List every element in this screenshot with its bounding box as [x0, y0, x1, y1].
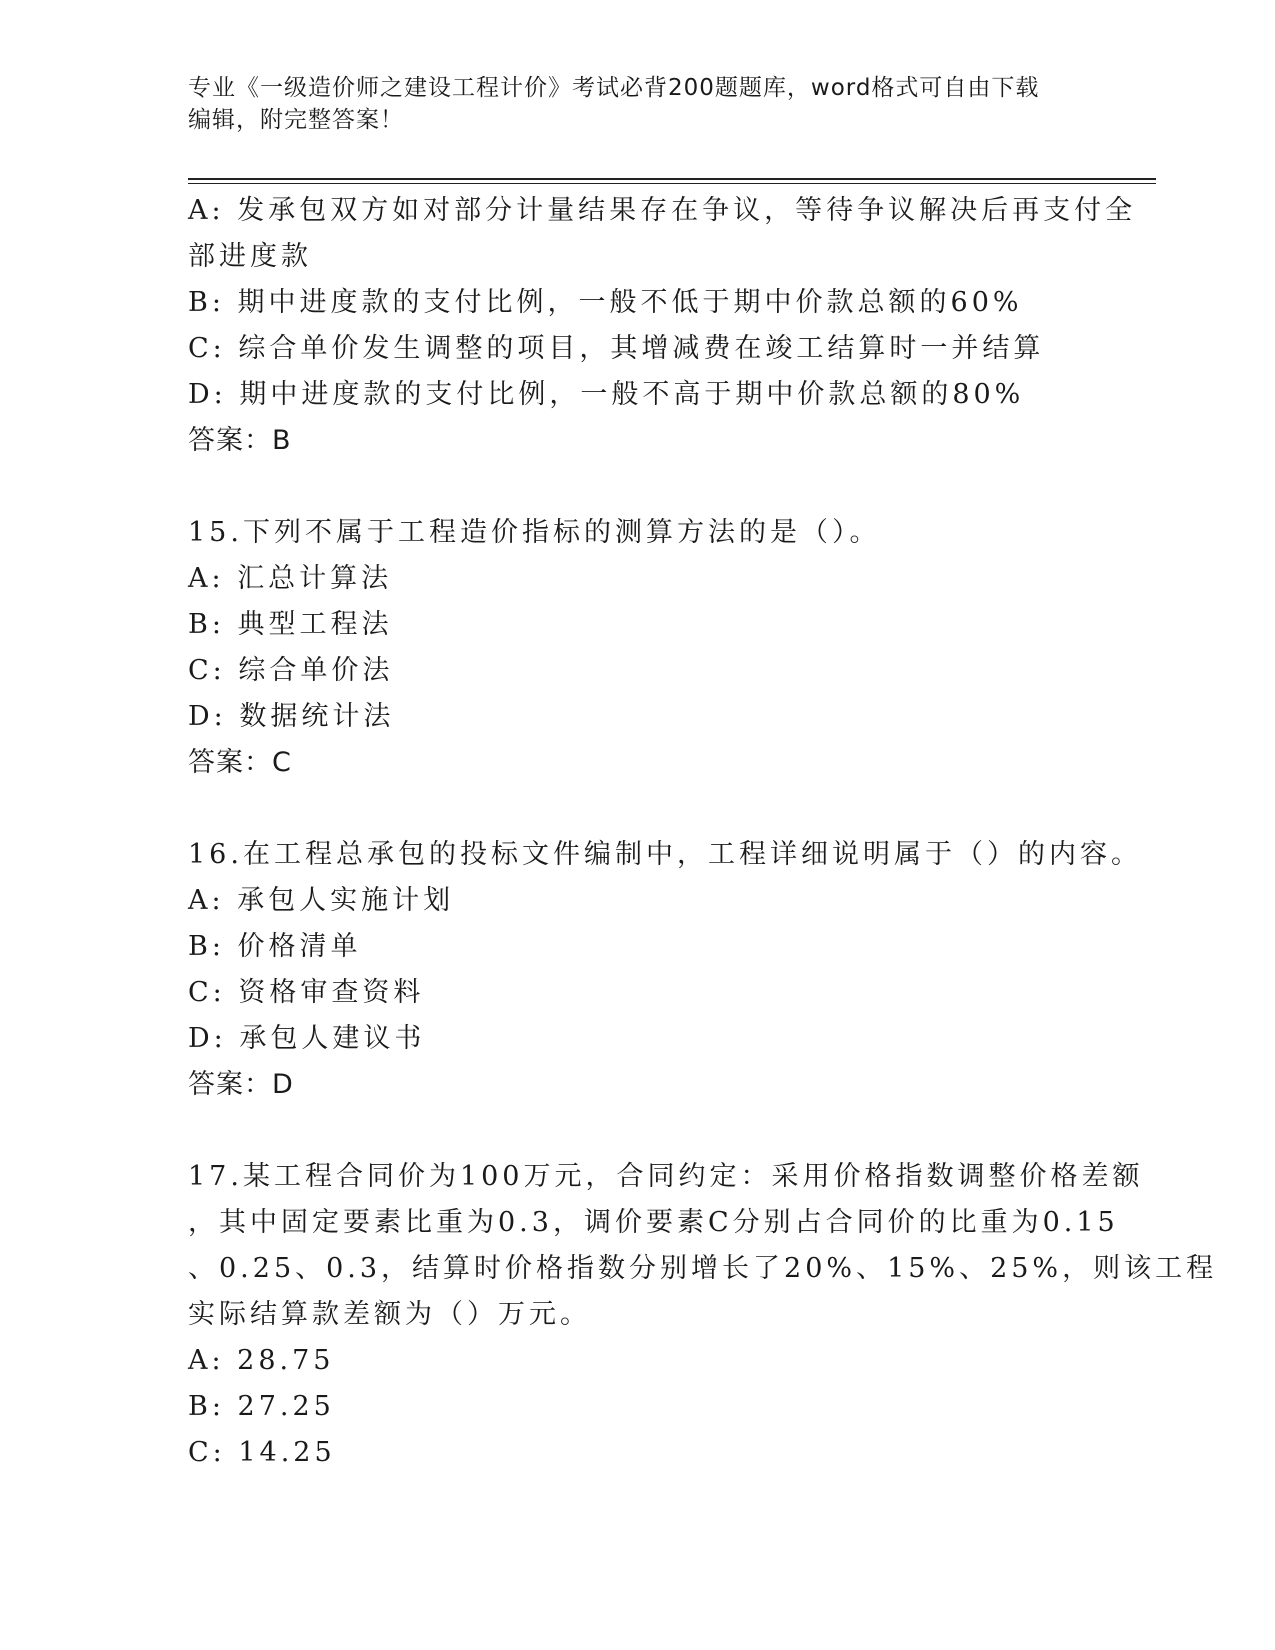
header-divider-thick [188, 178, 1156, 180]
q17-question-line-3: 、0.25、0.3，结算时价格指数分别增长了20%、15%、25%，则该工程 [188, 1253, 1218, 1284]
q14-option-c: C: 综合单价发生调整的项目，其增减费在竣工结算时一并结算 [188, 333, 1045, 364]
q14-option-a-line-1: A: 发承包双方如对部分计量结果存在争议，等待争议解决后再支付全 [188, 195, 1137, 226]
q15-option-b: B: 典型工程法 [188, 609, 393, 640]
q15-question: 15.下列不属于工程造价指标的测算方法的是（）。 [188, 517, 881, 548]
q15-option-d: D: 数据统计法 [188, 701, 395, 732]
spacer [188, 464, 1088, 510]
question-15-block [188, 510, 1088, 786]
header-line-2: 编辑，附完整答案！ [188, 107, 404, 133]
q17-option-b: B: 27.25 [188, 1391, 335, 1422]
spacer [188, 786, 1088, 832]
q17-option-a: A: 28.75 [188, 1345, 335, 1376]
q16-option-c: C: 资格审查资料 [188, 977, 425, 1008]
q15-option-c: C: 综合单价法 [188, 655, 394, 686]
q17-option-c: C: 14.25 [188, 1437, 336, 1468]
question-14-block [188, 188, 1137, 464]
q16-option-a: A: 承包人实施计划 [188, 885, 455, 916]
q16-question: 16.在工程总承包的投标文件编制中，工程详细说明属于（）的内容。 [188, 839, 1142, 870]
header-divider-thin [188, 183, 1156, 184]
question-17-block [188, 1154, 1218, 1476]
q17-question-line-4: 实际结算款差额为（）万元。 [188, 1299, 591, 1330]
q15-option-a: A: 汇总计算法 [188, 563, 393, 594]
header-line-1: 专业《一级造价师之建设工程计价》考试必背200题题库，word格式可自由下载 [188, 75, 1040, 101]
spacer [188, 1108, 1088, 1154]
question-list [188, 188, 1218, 1476]
q16-answer: 答案：D [188, 1069, 294, 1100]
q17-question-line-1: 17.某工程合同价为100万元，合同约定：采用价格指数调整价格差额 [188, 1161, 1144, 1192]
q14-answer: 答案：B [188, 425, 292, 456]
document-header [188, 72, 1068, 136]
question-16-block [188, 832, 1142, 1108]
q17-question-line-2: ，其中固定要素比重为0.3，调价要素C分别占合同价的比重为0.15 [188, 1207, 1119, 1238]
q16-option-b: B: 价格清单 [188, 931, 362, 962]
q16-option-d: D: 承包人建议书 [188, 1023, 426, 1054]
q14-option-d: D: 期中进度款的支付比例，一般不高于期中价款总额的80% [188, 379, 1025, 410]
q15-answer: 答案：C [188, 747, 292, 778]
q14-option-a-line-2: 部进度款 [188, 241, 312, 272]
q14-option-b: B: 期中进度款的支付比例，一般不低于期中价款总额的60% [188, 287, 1023, 318]
